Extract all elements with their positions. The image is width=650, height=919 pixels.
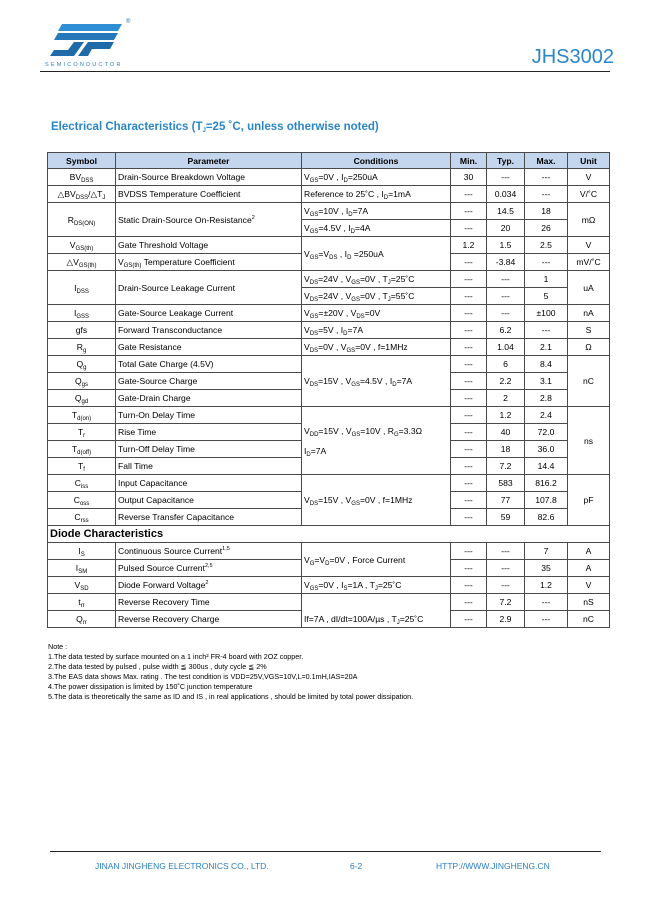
max-cell: 2.4 [525, 407, 568, 424]
parameter-cell: Drain-Source Leakage Current [116, 271, 302, 305]
notes-title: Note : [48, 642, 68, 651]
parameter-cell: Total Gate Charge (4.5V) [116, 356, 302, 373]
min-cell: --- [451, 492, 487, 509]
parameter-cell: Fall Time [116, 458, 302, 475]
table-row [48, 356, 610, 373]
parameter-cell: Turn-Off Delay Time [116, 441, 302, 458]
max-cell: 7 [525, 543, 568, 560]
symbol-cell: $T_r$ [48, 424, 116, 441]
parameter-cell: Forward Transconductance [116, 322, 302, 339]
unit-cell: S [568, 322, 610, 339]
diode-section-title: Diode Characteristics [48, 526, 610, 543]
symbol-cell: $T_{d(on)}$ [48, 407, 116, 424]
max-cell: 2.5 [525, 237, 568, 254]
min-cell: --- [451, 543, 487, 560]
symbol-cell: $Q_{rr}$ [48, 611, 116, 628]
parameter-cell: Turn-On Delay Time [116, 407, 302, 424]
max-cell: --- [525, 322, 568, 339]
typ-cell: --- [487, 577, 525, 594]
typ-cell: 18 [487, 441, 525, 458]
header-divider [40, 71, 610, 72]
table-row [48, 169, 610, 186]
typ-cell: 7.2 [487, 458, 525, 475]
max-cell: 5 [525, 288, 568, 305]
conditions-cell: Reference to 25˚C , $I_D=1mA$ [302, 186, 451, 203]
symbol-cell: $Q_{gd}$ [48, 390, 116, 407]
min-cell: --- [451, 458, 487, 475]
min-cell: --- [451, 203, 487, 220]
unit-cell: nC [568, 356, 610, 407]
symbol-cell: $C_{iss}$ [48, 475, 116, 492]
parameter-cell: Continuous Source Current$^{1,5}$ [116, 543, 302, 560]
typ-cell: 59 [487, 509, 525, 526]
parameter-cell: Input Capacitance [116, 475, 302, 492]
unit-cell: A [568, 560, 610, 577]
conditions-cell: $V_{GS}=0V$ , $I_D=250uA$ [302, 169, 451, 186]
part-number: JHS3002 [531, 46, 614, 68]
min-cell: --- [451, 577, 487, 594]
parameter-cell: Output Capacitance [116, 492, 302, 509]
max-cell: 2.8 [525, 390, 568, 407]
symbol-cell: $BV_{DSS}$ [48, 169, 116, 186]
note-3: 3.The EAS data shows Max. rating . The test condition is VDD=25V,VGS=10V,L=0.1mH,IAS=20A [48, 672, 358, 681]
parameter-cell: Static Drain-Source On-Resistance$^2$ [116, 203, 302, 237]
min-cell: --- [451, 424, 487, 441]
min-cell: --- [451, 305, 487, 322]
table-row [48, 322, 610, 339]
typ-cell: --- [487, 271, 525, 288]
header-unit: Unit [568, 153, 610, 169]
header-typ: Typ. [487, 153, 525, 169]
min-cell: --- [451, 407, 487, 424]
symbol-cell: $\triangle BV_{DSS}/\triangle T_J$ [48, 186, 116, 203]
min-cell: --- [451, 339, 487, 356]
table-row [48, 203, 610, 220]
conditions-cell: $V_{GS}=V_{DS}$ , $I_D =250uA$ [302, 237, 451, 271]
unit-cell: mV/˚C [568, 254, 610, 271]
footer-divider [50, 851, 601, 852]
min-cell: --- [451, 509, 487, 526]
typ-cell: 2 [487, 390, 525, 407]
max-cell: 14.4 [525, 458, 568, 475]
note-4: 4.The power dissipation is limited by 150˚C junction temperature [48, 682, 253, 691]
parameter-cell: $V_{GS(th)}$ Temperature Coefficient [116, 254, 302, 271]
symbol-cell: $C_{rss}$ [48, 509, 116, 526]
footer-company: JINAN JINGHENG ELECTRONICS CO., LTD. [95, 861, 269, 871]
electrical-characteristics-table [47, 152, 610, 628]
conditions-cell: $V_{DS}=15V$ , $V_{GS}=0V$ , f=1MHz [302, 475, 451, 526]
max-cell: 36.0 [525, 441, 568, 458]
max-cell: 18 [525, 203, 568, 220]
conditions-cell: $V_{DS}=24V$ , $V_{GS}=0V$ , $T_J=25˚C$ [302, 271, 451, 288]
max-cell: --- [525, 254, 568, 271]
parameter-cell: Reverse Recovery Time [116, 594, 302, 611]
parameter-cell: Pulsed Source Current$^{2,5}$ [116, 560, 302, 577]
header-conditions: Conditions [302, 153, 451, 169]
min-cell: --- [451, 356, 487, 373]
max-cell: 1 [525, 271, 568, 288]
max-cell: --- [525, 169, 568, 186]
parameter-cell: BVDSS Temperature Coefficient [116, 186, 302, 203]
typ-cell: 2.2 [487, 373, 525, 390]
symbol-cell: $T_f$ [48, 458, 116, 475]
min-cell: 30 [451, 169, 487, 186]
unit-cell: V [568, 577, 610, 594]
typ-cell: 1.5 [487, 237, 525, 254]
max-cell: 8.4 [525, 356, 568, 373]
symbol-cell: $Q_g$ [48, 356, 116, 373]
min-cell: --- [451, 254, 487, 271]
table-row [48, 543, 610, 560]
diode-section-row [48, 526, 610, 543]
table-row [48, 271, 610, 288]
header-max: Max. [525, 153, 568, 169]
min-cell: --- [451, 271, 487, 288]
company-logo [44, 19, 144, 72]
unit-cell: nA [568, 305, 610, 322]
min-cell: --- [451, 322, 487, 339]
unit-cell: V/˚C [568, 186, 610, 203]
conditions-cell: $V_{GS}=10V$ , $I_D=7A$ [302, 203, 451, 220]
table-row [48, 305, 610, 322]
symbol-cell: $I_{GSS}$ [48, 305, 116, 322]
table-row [48, 237, 610, 254]
symbol-cell: $Q_{gs}$ [48, 373, 116, 390]
conditions-cell: $V_{DS}=0V$ , $V_{GS}=0V$ , f=1MHz [302, 339, 451, 356]
unit-cell: V [568, 169, 610, 186]
trademark-symbol: ® [126, 19, 131, 25]
max-cell: ±100 [525, 305, 568, 322]
typ-cell: 20 [487, 220, 525, 237]
typ-cell: 40 [487, 424, 525, 441]
max-cell: --- [525, 186, 568, 203]
min-cell: --- [451, 560, 487, 577]
conditions-cell: $V_{DD}=15V$ , $V_{GS}=10V$ , $R_G=3.3\Omega$ $I_D=7A$ [302, 407, 451, 475]
min-cell: --- [451, 475, 487, 492]
min-cell: 1.2 [451, 237, 487, 254]
header-min: Min. [451, 153, 487, 169]
parameter-cell: Gate-Source Leakage Current [116, 305, 302, 322]
parameter-cell: Rise Time [116, 424, 302, 441]
unit-cell: Ω [568, 339, 610, 356]
min-cell: --- [451, 594, 487, 611]
symbol-cell: $C_{oss}$ [48, 492, 116, 509]
typ-cell: --- [487, 288, 525, 305]
footer-page-number: 6-2 [350, 861, 363, 871]
symbol-cell: $\triangle V_{GS(th)}$ [48, 254, 116, 271]
typ-cell: 6 [487, 356, 525, 373]
symbol-cell: $V_{GS(th)}$ [48, 237, 116, 254]
symbol-cell: $V_{SD}$ [48, 577, 116, 594]
conditions-cell: $V_{GS}=0V$ , $I_S=1A$ , $T_J=25˚C$ [302, 577, 451, 594]
typ-cell: 7.2 [487, 594, 525, 611]
symbol-cell: $I_S$ [48, 543, 116, 560]
header-symbol: Symbol [48, 153, 116, 169]
parameter-cell: Gate-Source Charge [116, 373, 302, 390]
unit-cell: nS [568, 594, 610, 611]
footer-url[interactable]: HTTP://WWW.JINGHENG.CN [436, 861, 550, 871]
conditions-cell: $V_{DS}=5V$ , $I_D=7A$ [302, 322, 451, 339]
symbol-cell: $R_{DS(ON)}$ [48, 203, 116, 237]
unit-cell: uA [568, 271, 610, 305]
table-row [48, 186, 610, 203]
max-cell: 26 [525, 220, 568, 237]
min-cell: --- [451, 186, 487, 203]
min-cell: --- [451, 220, 487, 237]
parameter-cell: Reverse Recovery Charge [116, 611, 302, 628]
unit-cell: nC [568, 611, 610, 628]
logo-subtitle: SEMICONDUCTOR [45, 62, 123, 68]
symbol-cell: $R_g$ [48, 339, 116, 356]
unit-cell: V [568, 237, 610, 254]
max-cell: --- [525, 611, 568, 628]
max-cell: 72.0 [525, 424, 568, 441]
conditions-cell: $V_G=V_D=0V$ , Force Current [302, 543, 451, 577]
typ-cell: 6.2 [487, 322, 525, 339]
jingheng-logo-icon [44, 22, 124, 58]
parameter-cell: Diode Forward Voltage$^2$ [116, 577, 302, 594]
parameter-cell: Gate Threshold Voltage [116, 237, 302, 254]
symbol-cell: $t_{rr}$ [48, 594, 116, 611]
min-cell: --- [451, 611, 487, 628]
conditions-cell: $V_{GS}=4.5V$ , $I_D=4A$ [302, 220, 451, 237]
table-row [48, 577, 610, 594]
min-cell: --- [451, 288, 487, 305]
max-cell: 1.2 [525, 577, 568, 594]
max-cell: 35 [525, 560, 568, 577]
table-row [48, 407, 610, 424]
max-cell: 107.8 [525, 492, 568, 509]
note-5: 5.The data is theoretically the same as ID and IS , in real applications , should be limited by total power dissipation. [48, 692, 414, 701]
max-cell: --- [525, 594, 568, 611]
typ-cell: 77 [487, 492, 525, 509]
min-cell: --- [451, 390, 487, 407]
parameter-cell: Reverse Transfer Capacitance [116, 509, 302, 526]
symbol-cell: $T_{d(off)}$ [48, 441, 116, 458]
min-cell: --- [451, 441, 487, 458]
typ-cell: 1.2 [487, 407, 525, 424]
symbol-cell: gfs [48, 322, 116, 339]
typ-cell: 1.04 [487, 339, 525, 356]
table-header-row [48, 153, 610, 169]
header-parameter: Parameter [116, 153, 302, 169]
table-row [48, 339, 610, 356]
max-cell: 3.1 [525, 373, 568, 390]
typ-cell: 0.034 [487, 186, 525, 203]
conditions-cell: If=7A , dI/dt=100A/µs , $T_J=25˚C$ [302, 594, 451, 628]
min-cell: --- [451, 373, 487, 390]
unit-cell: mΩ [568, 203, 610, 237]
conditions-cell: $V_{GS}=\pm 20V$ , $V_{DS}=0V$ [302, 305, 451, 322]
unit-cell: A [568, 543, 610, 560]
section-title: Electrical Characteristics ($T_J=25$ ˚C, unless otherwise noted) [51, 121, 379, 134]
parameter-cell: Drain-Source Breakdown Voltage [116, 169, 302, 186]
table-row [48, 475, 610, 492]
unit-cell: ns [568, 407, 610, 475]
typ-cell: --- [487, 543, 525, 560]
parameter-cell: Gate-Drain Charge [116, 390, 302, 407]
max-cell: 816.2 [525, 475, 568, 492]
symbol-cell: $I_{DSS}$ [48, 271, 116, 305]
conditions-cell: $V_{DS}=24V$ , $V_{GS}=0V$ , $T_J=55˚C$ [302, 288, 451, 305]
max-cell: 2.1 [525, 339, 568, 356]
note-1: 1.The data tested by surface mounted on a 1 inch² FR-4 board with 2OZ copper. [48, 652, 304, 661]
note-2: 2.The data tested by pulsed , pulse width ≦ 300us , duty cycle ≦ 2% [48, 662, 267, 671]
table-row [48, 594, 610, 611]
typ-cell: 583 [487, 475, 525, 492]
unit-cell: pF [568, 475, 610, 526]
typ-cell: 14.5 [487, 203, 525, 220]
notes-block [48, 642, 413, 702]
conditions-cell: $V_{DS}=15V$ , $V_{GS}=4.5V$ , $I_D=7A$ [302, 356, 451, 407]
typ-cell: --- [487, 305, 525, 322]
typ-cell: --- [487, 560, 525, 577]
parameter-cell: Gate Resistance [116, 339, 302, 356]
typ-cell: 2.9 [487, 611, 525, 628]
typ-cell: -3.84 [487, 254, 525, 271]
max-cell: 82.6 [525, 509, 568, 526]
symbol-cell: $I_{SM}$ [48, 560, 116, 577]
typ-cell: --- [487, 169, 525, 186]
